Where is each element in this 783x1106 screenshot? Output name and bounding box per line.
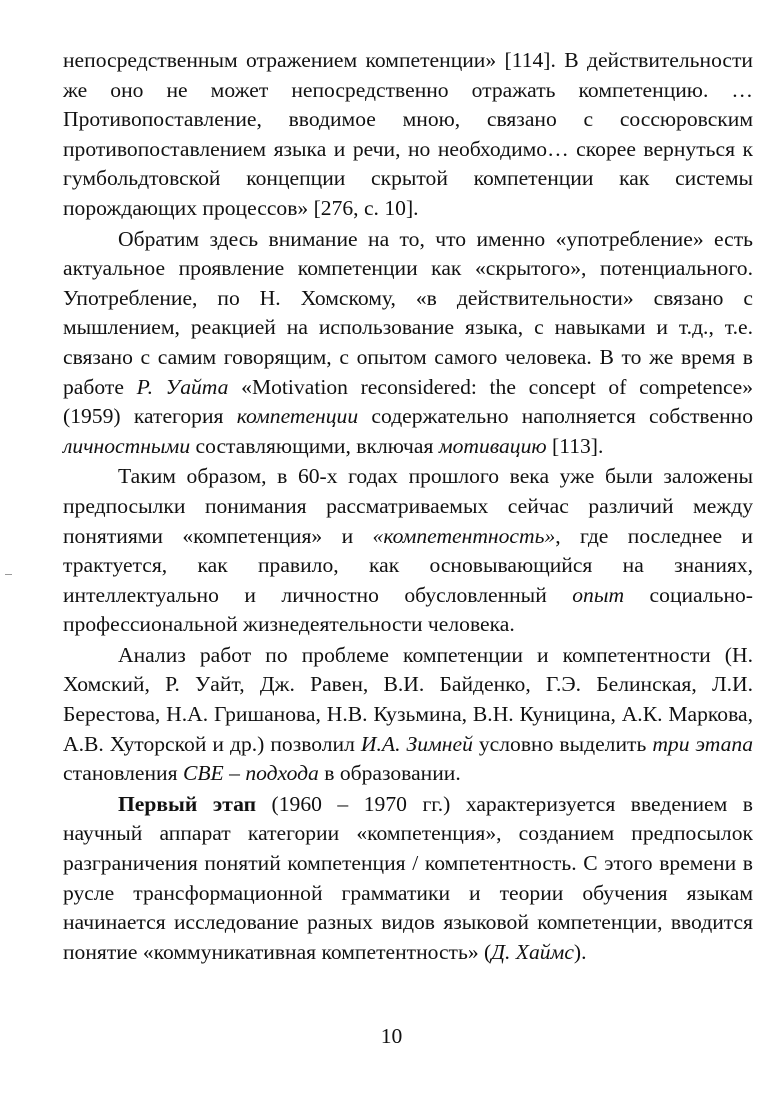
italic-text: «компетентность»: [372, 523, 556, 548]
text-run: содержательно наполняется собственно: [358, 404, 753, 429]
text-run: в образовании.: [318, 761, 461, 786]
italic-text: СВЕ – подхода: [182, 761, 319, 786]
text-run: социально-профессиональной жизнедеятельности человека.: [63, 582, 753, 637]
text-run: составляющими, включая: [190, 433, 439, 458]
paragraph: [63, 225, 753, 462]
text-run: «Motivation reconsidered: the concept of competence» (1959) категория: [63, 374, 753, 429]
text-run: условно выделить: [472, 731, 653, 756]
italic-text: личностными: [63, 433, 191, 458]
text-run: ).: [573, 939, 587, 964]
italic-text: мотивацию: [438, 433, 547, 458]
italic-text: Р. Уайта: [136, 374, 229, 399]
text-run: Анализ работ по проблеме компетенции и компетентности (Н. Хомский, Р. Уайт, Дж. Равен, В.И. Байденко, Г.Э. Белинская, Л.И. Берестова, Н.А. Гришанова, Н.В. Кузьмина, В.Н. Куницина, А.К. Маркова, А.В. Хуторской и др.) позволил: [63, 642, 753, 756]
text-run: Обратим здесь внимание на то, что именно «употребление» есть актуальное проявление компетенции как «скрытого», потенциального. Употребление, по Н. Хомскому, «в действительности» связано с мышлением, реакцией на использование языка, с навыками и т.д., т.е. связано с самим говорящим, с опытом самого человека. В то же время в работе: [63, 226, 753, 399]
text-run: Таким образом, в 60-х годах прошлого века уже были заложены предпосылки понимания рассматриваемых сейчас различий между понятиями «компетенция» и: [63, 464, 753, 548]
bold-text: Первый этап: [118, 791, 257, 816]
text-run: , где последнее и трактуется, как правило, как основывающийся на знаниях, интеллектуально и личностно обусловленный: [63, 523, 753, 607]
paragraph: [63, 641, 753, 789]
italic-text: три этапа: [652, 731, 753, 756]
page-number: 10: [380, 1024, 403, 1048]
paragraph: [63, 462, 753, 640]
italic-text: опыт: [572, 582, 625, 607]
italic-text: Д. Хаймс: [491, 939, 574, 964]
paragraph: [63, 46, 753, 224]
text-run: (1960 – 1970 гг.) характеризуется введением в научный аппарат категории «компетенция», созданием предпосылок разграничения понятий компетенция / компетентность. С этого времени в русле трансформационной грамматики и теории обучения языкам начинается исследование разных видов языковой компетенции, вводится понятие «коммуникативная компетентность» (: [63, 791, 753, 964]
italic-text: компетенции: [236, 404, 359, 429]
paragraph: [63, 790, 753, 968]
margin-mark: [5, 574, 12, 575]
italic-text: И.А. Зимней: [360, 731, 473, 756]
text-run: [113].: [546, 433, 604, 458]
text-run: становления: [63, 761, 183, 786]
text-run: непосредственным отражением компетенции» [114]. В действительности же оно не может непосредственно отражать компетенцию. …Противопоставление, вводимое мною, связано с соссюровским противопоставлением языка и речи, но необходимо… скорее вернуться к гумбольдтовской концепции скрытой компетенции как системы порождающих процессов» [276, с. 10].: [63, 48, 753, 220]
text-body: [63, 46, 753, 967]
